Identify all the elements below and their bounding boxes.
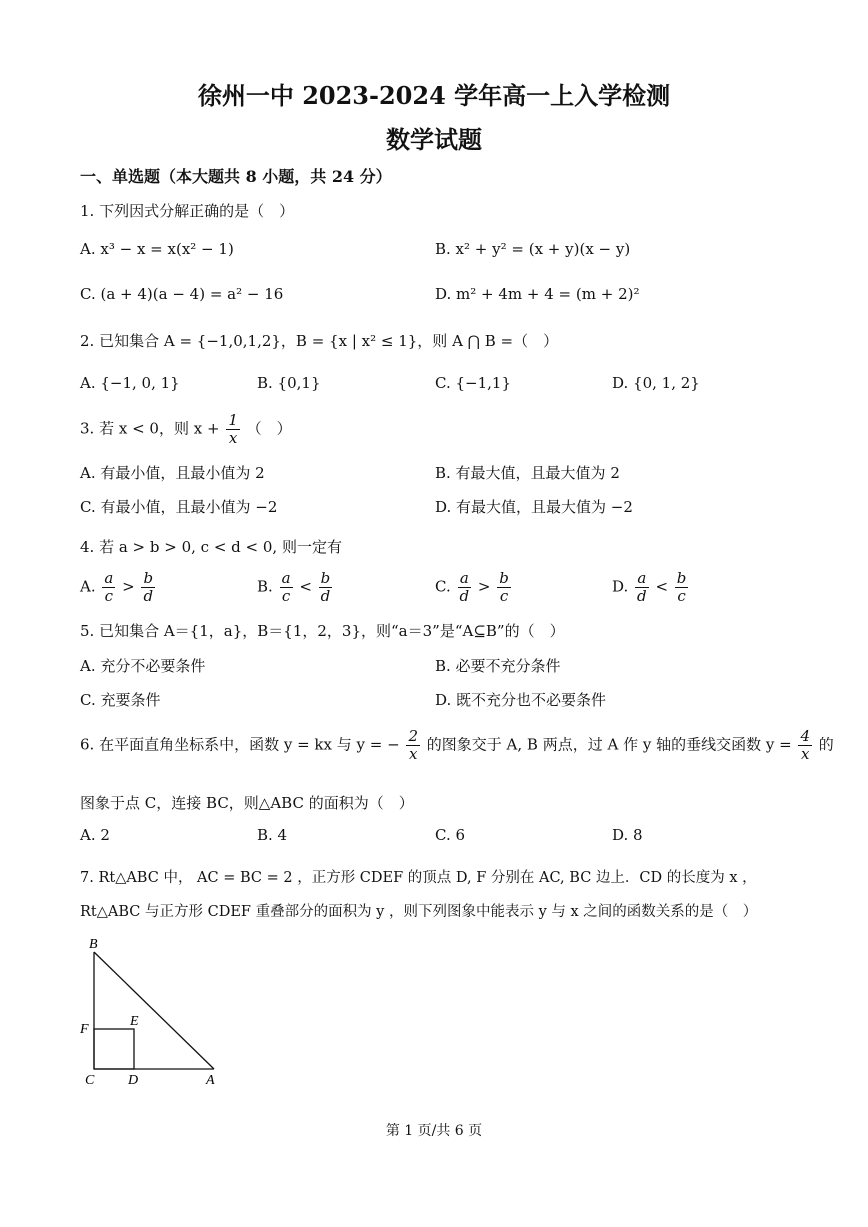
q6-stem xyxy=(80,728,834,763)
q7-stem-line1: 7. Rt△ABC 中， AC = BC = 2 ，正方形 CDEF 的顶点 D, F 分别在 AC, BC 边上．CD 的长度为 x ， xyxy=(80,870,757,886)
edge-ab xyxy=(94,952,214,1069)
q6-option-c: C. 6 xyxy=(435,826,466,844)
q4-c-num1: a xyxy=(458,570,472,588)
q1-option-d: D. m² + 4m + 4 = (m + 2)² xyxy=(435,285,640,303)
q3-stem-post: （ ） xyxy=(246,419,292,438)
q3-option-b: B. 有最大值，且最大值为 2 xyxy=(435,464,620,482)
q4-a-frac2 xyxy=(141,570,155,605)
q4-c-op: > xyxy=(477,577,491,596)
q3-option-c: C. 有最小值，且最小值为 −2 xyxy=(80,498,278,516)
q6-stem-a: 6. 在平面直角坐标系中，函数 y = kx 与 y = − xyxy=(80,735,400,754)
document-subtitle: 数学试题 xyxy=(386,125,482,154)
triangle-figure xyxy=(76,932,236,1092)
q4-d-num2: b xyxy=(676,569,687,587)
q5-stem: 5. 已知集合 A＝{1，a}，B＝{1，2，3}，则“a＝3”是“A⊆B”的（ ） xyxy=(80,622,565,640)
q4-c-num2: b xyxy=(499,569,509,587)
label-b: B xyxy=(89,937,98,952)
q3-fraction xyxy=(226,412,240,447)
page-footer: 第 1 页/共 6 页 xyxy=(385,1123,483,1139)
q5-option-b: B. 必要不充分条件 xyxy=(435,657,561,675)
q4-a-den1: c xyxy=(104,587,114,605)
q4-c-den2: c xyxy=(499,587,509,605)
q4-c-frac1 xyxy=(458,570,472,605)
q2-option-d: D. {0, 1, 2} xyxy=(612,374,700,392)
label-d: D xyxy=(128,1073,139,1088)
q4-b-den2: d xyxy=(320,587,331,605)
label-e: E xyxy=(130,1014,139,1029)
q4-c-den1: d xyxy=(459,587,470,605)
label-c: C xyxy=(85,1073,95,1088)
q6-option-b: B. 4 xyxy=(257,826,288,844)
q4-a-num2: b xyxy=(143,569,154,587)
section-heading: 一、单选题（本大题共 8 小题，共 24 分） xyxy=(80,167,392,186)
label-a: A xyxy=(206,1073,215,1088)
q4-a-op: > xyxy=(122,577,135,596)
q4-c-frac2 xyxy=(497,570,511,605)
q3-fraction-den: x xyxy=(228,429,238,447)
q1-option-b: B. x² + y² = (x + y)(x − y) xyxy=(435,240,631,258)
q4-c-label: C. xyxy=(435,577,451,596)
q6-option-a: A. 2 xyxy=(80,826,110,844)
q4-a-label: A. xyxy=(80,577,96,596)
q6-stem-b: 的图象交于 A, B 两点，过 A 作 y 轴的垂线交函数 y = xyxy=(426,735,792,754)
q5-option-c: C. 充要条件 xyxy=(80,691,161,709)
q1-option-a: A. x³ − x = x(x² − 1) xyxy=(80,240,234,258)
square-cdef xyxy=(94,1029,134,1069)
q2-option-a: A. {−1, 0, 1} xyxy=(80,374,180,392)
q3-fraction-num: 1 xyxy=(228,411,238,429)
q4-b-op: < xyxy=(299,577,312,596)
q1-stem: 1. 下列因式分解正确的是（ ） xyxy=(80,202,295,220)
q4-d-label: D. xyxy=(612,577,629,596)
q6-stem-line2: 图象于点 C，连接 BC，则△ABC 的面积为（ ） xyxy=(80,794,414,812)
q2-option-c: C. {−1,1} xyxy=(435,374,511,392)
q3-option-d: D. 有最大值，且最大值为 −2 xyxy=(435,498,633,516)
q6-fraction-1 xyxy=(406,728,420,763)
q4-b-num2: b xyxy=(320,569,331,587)
q4-d-op: < xyxy=(655,577,669,596)
q4-a-num1: a xyxy=(104,569,114,587)
q6-f2-num: 4 xyxy=(800,727,810,745)
q4-b-label: B. xyxy=(257,577,273,596)
q1-option-c: C. (a + 4)(a − 4) = a² − 16 xyxy=(80,285,284,303)
q4-a-frac1 xyxy=(102,570,115,605)
q2-option-b: B. {0,1} xyxy=(257,374,321,392)
q6-f1-num: 2 xyxy=(408,727,418,745)
q2-stem: 2. 已知集合 A = {−1,0,1,2}，B = {x | x² ≤ 1}，则 A ⋂ B =（ ） xyxy=(80,332,559,350)
q3-option-a: A. 有最小值，且最小值为 2 xyxy=(80,464,265,482)
q4-option-a xyxy=(80,570,157,605)
q6-option-d: D. 8 xyxy=(612,826,643,844)
q4-b-frac2 xyxy=(319,570,333,605)
q4-d-frac2 xyxy=(675,570,689,605)
q6-f1-den: x xyxy=(408,745,418,763)
q6-stem-c: 的 xyxy=(818,735,834,754)
q5-option-d: D. 既不充分也不必要条件 xyxy=(435,691,607,709)
q6-f2-den: x xyxy=(800,745,810,763)
q4-d-den2: c xyxy=(677,587,686,605)
q4-option-d xyxy=(612,570,690,605)
q5-option-a: A. 充分不必要条件 xyxy=(80,657,206,675)
q4-b-num1: a xyxy=(281,569,291,587)
q6-fraction-2 xyxy=(798,728,812,763)
q4-option-c xyxy=(435,570,513,605)
q4-b-frac1 xyxy=(280,570,293,605)
q4-a-den2: d xyxy=(143,587,154,605)
q4-d-den1: d xyxy=(637,587,647,605)
q4-stem: 4. 若 a > b > 0, c < d < 0, 则一定有 xyxy=(80,538,342,556)
q3-stem xyxy=(80,412,292,447)
q4-d-frac1 xyxy=(635,570,649,605)
document-title: 徐州一中 2023-2024 学年高一上入学检测 xyxy=(197,81,671,110)
q7-stem-line2: Rt△ABC 与正方形 CDEF 重叠部分的面积为 y ，则下列图象中能表示 y 与 x 之间的函数关系的是（ ） xyxy=(80,904,758,920)
q3-stem-pre: 3. 若 x < 0，则 x + xyxy=(80,419,220,438)
label-f: F xyxy=(80,1022,89,1037)
q4-option-b xyxy=(257,570,334,605)
q4-b-den1: c xyxy=(281,587,291,605)
q4-d-num1: a xyxy=(635,570,649,588)
